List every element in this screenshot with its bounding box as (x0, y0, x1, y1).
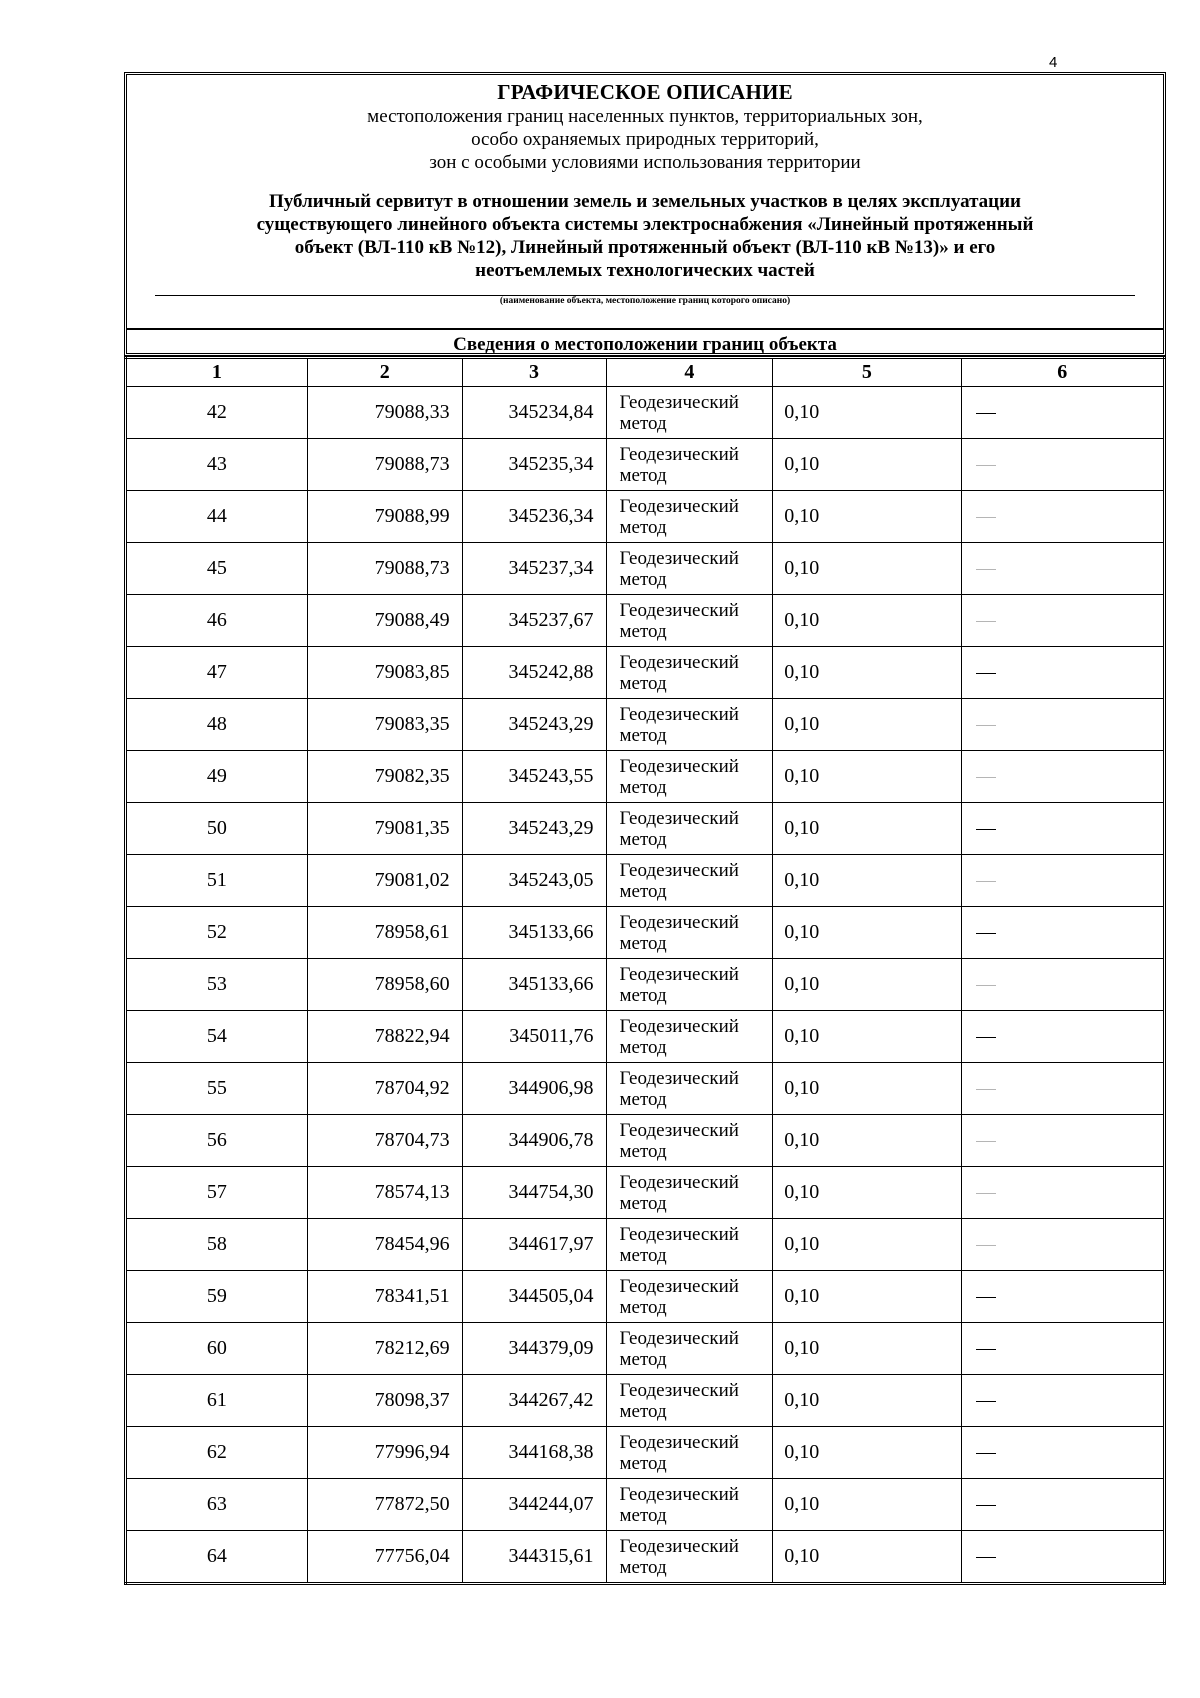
coordinate-y: 345243,05 (462, 855, 606, 907)
accuracy-value: 0,10 (773, 1479, 961, 1531)
method-line: Геодезический (619, 911, 739, 933)
accuracy-value: 0,10 (773, 1115, 961, 1167)
table-row (126, 1219, 1165, 1271)
object-name-line: объект (ВЛ-110 кВ №12), Линейный протяженный объект (ВЛ-110 кВ №13)» и его (294, 237, 996, 258)
dash-mark (976, 777, 996, 778)
coordinate-x: 78822,94 (307, 1011, 462, 1063)
table-row (126, 1271, 1165, 1323)
table-row (126, 543, 1165, 595)
dash-mark (976, 413, 996, 414)
point-number: 60 (126, 1323, 308, 1375)
coordinate-x: 78704,73 (307, 1115, 462, 1167)
description-cell (961, 959, 1165, 1011)
table-row (126, 1531, 1165, 1584)
table-row (126, 1323, 1165, 1375)
coordinate-x: 79081,35 (307, 803, 462, 855)
method-line: Геодезический (619, 599, 739, 621)
page-number: 4 (1049, 54, 1058, 71)
determination-method (606, 647, 773, 699)
determination-method (606, 439, 773, 491)
coordinate-y: 345011,76 (462, 1011, 606, 1063)
coordinate-x: 79082,35 (307, 751, 462, 803)
coordinate-x: 77756,04 (307, 1531, 462, 1584)
method-line: метод (619, 1556, 667, 1578)
method-line: метод (619, 464, 667, 486)
description-cell (961, 1063, 1165, 1115)
coordinate-y: 344168,38 (462, 1427, 606, 1479)
column-header-6: 6 (961, 358, 1165, 387)
point-number: 51 (126, 855, 308, 907)
dash-mark (976, 1453, 996, 1454)
accuracy-value: 0,10 (773, 907, 961, 959)
dash-mark (976, 1193, 996, 1194)
document-header-frame (124, 72, 1166, 356)
description-cell (961, 1271, 1165, 1323)
coordinate-y: 344315,61 (462, 1531, 606, 1584)
point-number: 58 (126, 1219, 308, 1271)
method-line: Геодезический (619, 1431, 739, 1453)
coordinate-y: 345243,55 (462, 751, 606, 803)
accuracy-value: 0,10 (773, 803, 961, 855)
coordinate-x: 79083,35 (307, 699, 462, 751)
dash-mark (976, 1557, 996, 1558)
object-name (127, 190, 1163, 282)
method-line: метод (619, 776, 667, 798)
method-line: метод (619, 568, 667, 590)
method-line: Геодезический (619, 1275, 739, 1297)
method-line: метод (619, 672, 667, 694)
point-number: 43 (126, 439, 308, 491)
coordinate-x: 79088,73 (307, 439, 462, 491)
method-line: метод (619, 1036, 667, 1058)
coordinate-y: 345237,67 (462, 595, 606, 647)
method-line: метод (619, 1244, 667, 1266)
description-cell (961, 387, 1165, 439)
accuracy-value: 0,10 (773, 1375, 961, 1427)
coordinate-y: 344267,42 (462, 1375, 606, 1427)
method-line: Геодезический (619, 651, 739, 673)
method-line: метод (619, 1504, 667, 1526)
description-cell (961, 1531, 1165, 1584)
accuracy-value: 0,10 (773, 1219, 961, 1271)
determination-method (606, 1167, 773, 1219)
table-row (126, 751, 1165, 803)
column-header-5: 5 (773, 358, 961, 387)
determination-method (606, 1479, 773, 1531)
dash-mark (976, 933, 996, 934)
determination-method (606, 1323, 773, 1375)
table-row (126, 803, 1165, 855)
dash-mark (976, 1089, 996, 1090)
determination-method (606, 1011, 773, 1063)
dash-mark (976, 1297, 996, 1298)
method-line: Геодезический (619, 1535, 739, 1557)
accuracy-value: 0,10 (773, 1531, 961, 1584)
method-line: Геодезический (619, 703, 739, 725)
table-row (126, 387, 1165, 439)
method-line: Геодезический (619, 1119, 739, 1141)
coordinate-y: 344505,04 (462, 1271, 606, 1323)
determination-method (606, 1271, 773, 1323)
method-line: Геодезический (619, 1379, 739, 1401)
coordinate-y: 344244,07 (462, 1479, 606, 1531)
object-name-line: неотъемлемых технологических частей (475, 260, 815, 281)
coordinate-x: 77996,94 (307, 1427, 462, 1479)
dash-mark (976, 1037, 996, 1038)
determination-method (606, 1531, 773, 1584)
method-line: Геодезический (619, 859, 739, 881)
coordinate-x: 77872,50 (307, 1479, 462, 1531)
coordinate-y: 345234,84 (462, 387, 606, 439)
method-line: метод (619, 516, 667, 538)
method-line: метод (619, 620, 667, 642)
table-row (126, 595, 1165, 647)
description-cell (961, 907, 1165, 959)
coordinate-x: 78212,69 (307, 1323, 462, 1375)
dash-mark (976, 1401, 996, 1402)
method-line: метод (619, 1192, 667, 1214)
accuracy-value: 0,10 (773, 1323, 961, 1375)
determination-method (606, 1427, 773, 1479)
method-line: метод (619, 1140, 667, 1162)
coordinate-x: 78098,37 (307, 1375, 462, 1427)
dash-mark (976, 881, 996, 882)
description-cell (961, 699, 1165, 751)
accuracy-value: 0,10 (773, 647, 961, 699)
point-number: 48 (126, 699, 308, 751)
coordinate-x: 79088,73 (307, 543, 462, 595)
table-row (126, 1375, 1165, 1427)
determination-method (606, 1115, 773, 1167)
accuracy-value: 0,10 (773, 387, 961, 439)
method-line: Геодезический (619, 1067, 739, 1089)
point-number: 50 (126, 803, 308, 855)
header-block (127, 75, 1163, 328)
coordinate-x: 79081,02 (307, 855, 462, 907)
determination-method (606, 491, 773, 543)
dash-mark (976, 1245, 996, 1246)
method-line: Геодезический (619, 1015, 739, 1037)
determination-method (606, 959, 773, 1011)
method-line: метод (619, 1088, 667, 1110)
table-row (126, 647, 1165, 699)
point-number: 63 (126, 1479, 308, 1531)
determination-method (606, 1375, 773, 1427)
accuracy-value: 0,10 (773, 491, 961, 543)
coordinate-y: 345242,88 (462, 647, 606, 699)
dash-mark (976, 1141, 996, 1142)
point-number: 53 (126, 959, 308, 1011)
method-line: метод (619, 1452, 667, 1474)
dash-mark (976, 829, 996, 830)
coordinate-y: 345237,34 (462, 543, 606, 595)
coordinate-x: 78574,13 (307, 1167, 462, 1219)
coordinate-x: 79083,85 (307, 647, 462, 699)
section-title: Сведения о местоположении границ объекта (127, 328, 1163, 358)
determination-method (606, 387, 773, 439)
boundary-points-table (124, 356, 1166, 1585)
point-number: 49 (126, 751, 308, 803)
method-line: метод (619, 880, 667, 902)
table-row (126, 907, 1165, 959)
table-row (126, 439, 1165, 491)
coordinate-y: 345243,29 (462, 803, 606, 855)
method-line: метод (619, 724, 667, 746)
description-cell (961, 855, 1165, 907)
table-row (126, 959, 1165, 1011)
description-cell (961, 439, 1165, 491)
table-row (126, 491, 1165, 543)
method-line: Геодезический (619, 495, 739, 517)
description-cell (961, 491, 1165, 543)
object-name-line: Публичный сервитут в отношении земель и земельных участков в целях эксплуатации (269, 191, 1021, 212)
description-cell (961, 1427, 1165, 1479)
accuracy-value: 0,10 (773, 1063, 961, 1115)
point-number: 59 (126, 1271, 308, 1323)
subtitle-line: местоположения границ населенных пунктов, территориальных зон, (367, 106, 923, 127)
description-cell (961, 647, 1165, 699)
dash-mark (976, 569, 996, 570)
point-number: 44 (126, 491, 308, 543)
description-cell (961, 1375, 1165, 1427)
determination-method (606, 543, 773, 595)
document-subtitle (127, 105, 1163, 174)
accuracy-value: 0,10 (773, 751, 961, 803)
object-name-caption: (наименование объекта, местоположение границ которого описано) (499, 296, 791, 306)
coordinate-y: 344906,78 (462, 1115, 606, 1167)
point-number: 52 (126, 907, 308, 959)
point-number: 54 (126, 1011, 308, 1063)
coordinate-y: 345133,66 (462, 907, 606, 959)
dash-mark (976, 725, 996, 726)
method-line: Геодезический (619, 443, 739, 465)
table-row (126, 699, 1165, 751)
document-title: ГРАФИЧЕСКОЕ ОПИСАНИЕ (497, 80, 793, 104)
subtitle-line: особо охраняемых природных территорий, (471, 129, 819, 150)
accuracy-value: 0,10 (773, 699, 961, 751)
method-line: метод (619, 1296, 667, 1318)
method-line: Геодезический (619, 807, 739, 829)
coordinate-x: 78454,96 (307, 1219, 462, 1271)
accuracy-value: 0,10 (773, 543, 961, 595)
column-header-3: 3 (462, 358, 606, 387)
accuracy-value: 0,10 (773, 1167, 961, 1219)
method-line: метод (619, 984, 667, 1006)
accuracy-value: 0,10 (773, 595, 961, 647)
method-line: Геодезический (619, 547, 739, 569)
determination-method (606, 595, 773, 647)
coordinate-y: 345236,34 (462, 491, 606, 543)
coordinate-y: 344379,09 (462, 1323, 606, 1375)
dash-mark (976, 985, 996, 986)
method-line: Геодезический (619, 1327, 739, 1349)
table-row (126, 1115, 1165, 1167)
coordinate-x: 78958,60 (307, 959, 462, 1011)
table-row (126, 1011, 1165, 1063)
column-header-4: 4 (606, 358, 773, 387)
method-line: Геодезический (619, 755, 739, 777)
method-line: метод (619, 1348, 667, 1370)
determination-method (606, 803, 773, 855)
method-line: Геодезический (619, 963, 739, 985)
determination-method (606, 855, 773, 907)
determination-method (606, 1219, 773, 1271)
dash-mark (976, 621, 996, 622)
accuracy-value: 0,10 (773, 959, 961, 1011)
point-number: 47 (126, 647, 308, 699)
object-name-line: существующего линейного объекта системы электроснабжения «Линейный протяженный (256, 214, 1034, 235)
coordinate-y: 344906,98 (462, 1063, 606, 1115)
coordinate-x: 78704,92 (307, 1063, 462, 1115)
method-line: метод (619, 412, 667, 434)
table-row (126, 855, 1165, 907)
description-cell (961, 1479, 1165, 1531)
description-cell (961, 1115, 1165, 1167)
point-number: 61 (126, 1375, 308, 1427)
coordinate-y: 345235,34 (462, 439, 606, 491)
point-number: 64 (126, 1531, 308, 1584)
point-number: 62 (126, 1427, 308, 1479)
coordinate-y: 344617,97 (462, 1219, 606, 1271)
description-cell (961, 1219, 1165, 1271)
dash-mark (976, 517, 996, 518)
method-line: метод (619, 1400, 667, 1422)
coordinate-x: 79088,49 (307, 595, 462, 647)
point-number: 57 (126, 1167, 308, 1219)
accuracy-value: 0,10 (773, 1011, 961, 1063)
table-row (126, 1063, 1165, 1115)
method-line: Геодезический (619, 1483, 739, 1505)
accuracy-value: 0,10 (773, 439, 961, 491)
coordinate-x: 79088,99 (307, 491, 462, 543)
method-line: метод (619, 828, 667, 850)
coordinate-x: 79088,33 (307, 387, 462, 439)
dash-mark (976, 673, 996, 674)
point-number: 45 (126, 543, 308, 595)
accuracy-value: 0,10 (773, 1427, 961, 1479)
table-header-row (126, 358, 1165, 387)
column-header-2: 2 (307, 358, 462, 387)
table-row (126, 1167, 1165, 1219)
coordinate-y: 344754,30 (462, 1167, 606, 1219)
method-line: Геодезический (619, 1171, 739, 1193)
coordinate-x: 78958,61 (307, 907, 462, 959)
table-body (126, 387, 1165, 1584)
point-number: 55 (126, 1063, 308, 1115)
determination-method (606, 1063, 773, 1115)
point-number: 56 (126, 1115, 308, 1167)
accuracy-value: 0,10 (773, 855, 961, 907)
description-cell (961, 595, 1165, 647)
point-number: 42 (126, 387, 308, 439)
coordinate-y: 345243,29 (462, 699, 606, 751)
determination-method (606, 699, 773, 751)
method-line: Геодезический (619, 391, 739, 413)
description-cell (961, 1167, 1165, 1219)
accuracy-value: 0,10 (773, 1271, 961, 1323)
method-line: метод (619, 932, 667, 954)
description-cell (961, 543, 1165, 595)
description-cell (961, 751, 1165, 803)
dash-mark (976, 1349, 996, 1350)
point-number: 46 (126, 595, 308, 647)
table-header (126, 358, 1165, 387)
determination-method (606, 907, 773, 959)
table-row (126, 1427, 1165, 1479)
subtitle-line: зон с особыми условиями использования территории (429, 152, 861, 173)
determination-method (606, 751, 773, 803)
description-cell (961, 1011, 1165, 1063)
table-row (126, 1479, 1165, 1531)
dash-mark (976, 465, 996, 466)
column-header-1: 1 (126, 358, 308, 387)
method-line: Геодезический (619, 1223, 739, 1245)
description-cell (961, 803, 1165, 855)
coordinate-x: 78341,51 (307, 1271, 462, 1323)
description-cell (961, 1323, 1165, 1375)
coordinate-y: 345133,66 (462, 959, 606, 1011)
dash-mark (976, 1505, 996, 1506)
